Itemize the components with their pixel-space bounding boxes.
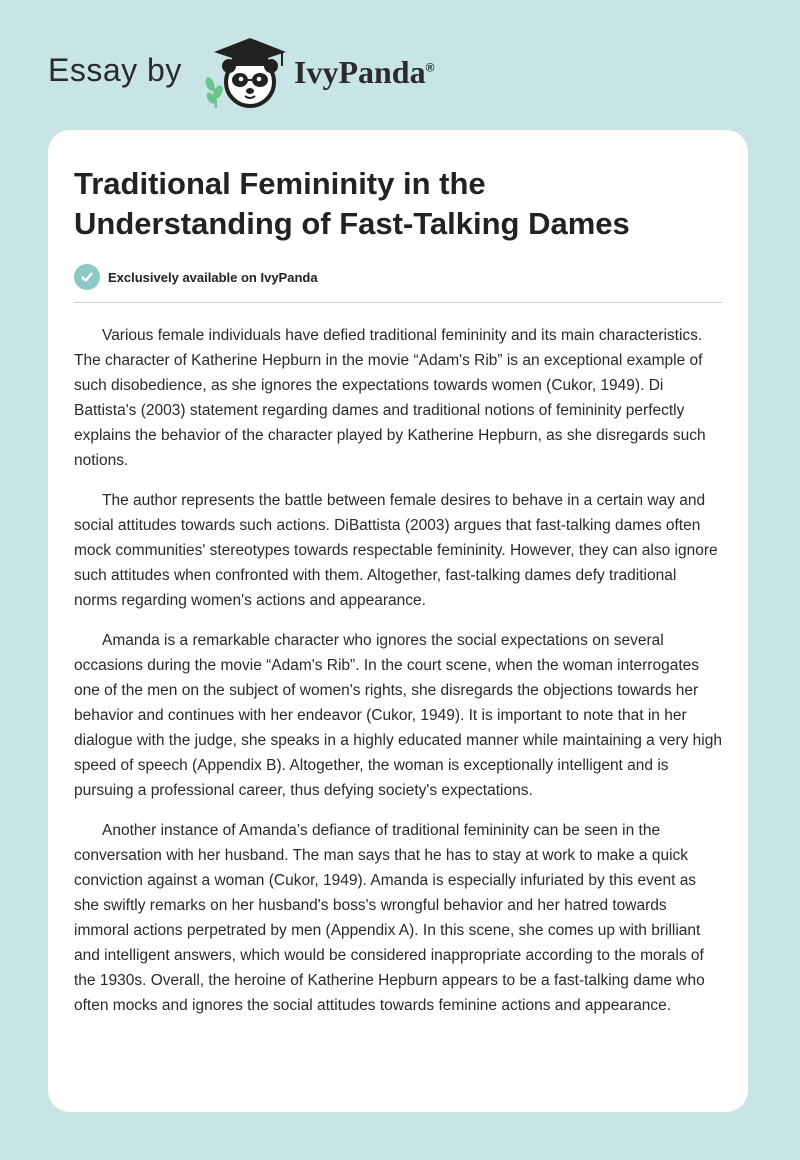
paragraph: The author represents the battle between female desires to behave in a certain way and social attitudes towards such actions. DiBattista (2003) argues that fast-talking dames often mock communities' stereotypes towards respectable femininity. However, they can also ignore such attitudes when confronted with them. Altogether, fast-talking dames defy traditional norms regarding women's actions and appearance. [74, 492, 718, 609]
exclusive-label: Exclusively available on IvyPanda [108, 269, 318, 285]
brand-name[interactable]: IvyPanda® [294, 54, 435, 90]
paragraph: Amanda is a remarkable character who ignores the social expectations on several occasions during the movie “Adam's Rib”. In the court scene, when the woman interrogates one of the men on the subject of women's rights, she disregards the objections towards her behavior and continues with her endeavor (Cukor, 1949). It is important to note that in her dialogue with the judge, she speaks in a highly educated manner while maintaining a very high speed of speech (Appendix B). Altogether, the woman is exceptionally intelligent and is pursuing a professional career, thus defying society's expectations. [74, 632, 722, 799]
site-header [48, 30, 752, 110]
exclusive-badge [74, 264, 722, 290]
paragraph: Various female individuals have defied traditional femininity and its main characteristics. The character of Katherine Hepburn in the movie “Adam's Rib” is an exceptional example of such disobedience, as she ignores the expectations towards women (Cukor, 1949). Di Battista's (2003) statement regarding dames and traditional notions of femininity perfectly explains the behavior of the character played by Katherine Hepburn, as she disregards such notions. [74, 327, 706, 469]
essay-body [74, 323, 722, 1018]
panda-logo-icon[interactable] [202, 34, 292, 110]
essay-card [48, 130, 748, 1112]
title-line-2: Understanding of Fast-Talking Dames [74, 206, 630, 241]
essay-by-label: Essay by [48, 52, 182, 88]
paragraph: Another instance of Amanda’s defiance of traditional femininity can be seen in the conversation with her husband. The man says that he has to stay at work to make a quick conviction against a woman (Cukor, 1949). Amanda is especially infuriated by this event as she swiftly remarks on her husband's boss's wrongful behavior and her hatred towards immoral actions perpetrated by men (Appendix A). In this scene, she comes up with brilliant and intelligent answers, which would be considered inappropriate according to the morals of the 1930s. Overall, the heroine of Katherine Hepburn appears to be a fast-talking dame who often mocks and ignores the social attitudes towards feminine actions and appearance. [74, 822, 705, 1014]
divider [74, 302, 722, 303]
title-line-1: Traditional Femininity in the [74, 166, 486, 201]
page-title [74, 164, 722, 244]
checkmark-icon [74, 264, 100, 290]
